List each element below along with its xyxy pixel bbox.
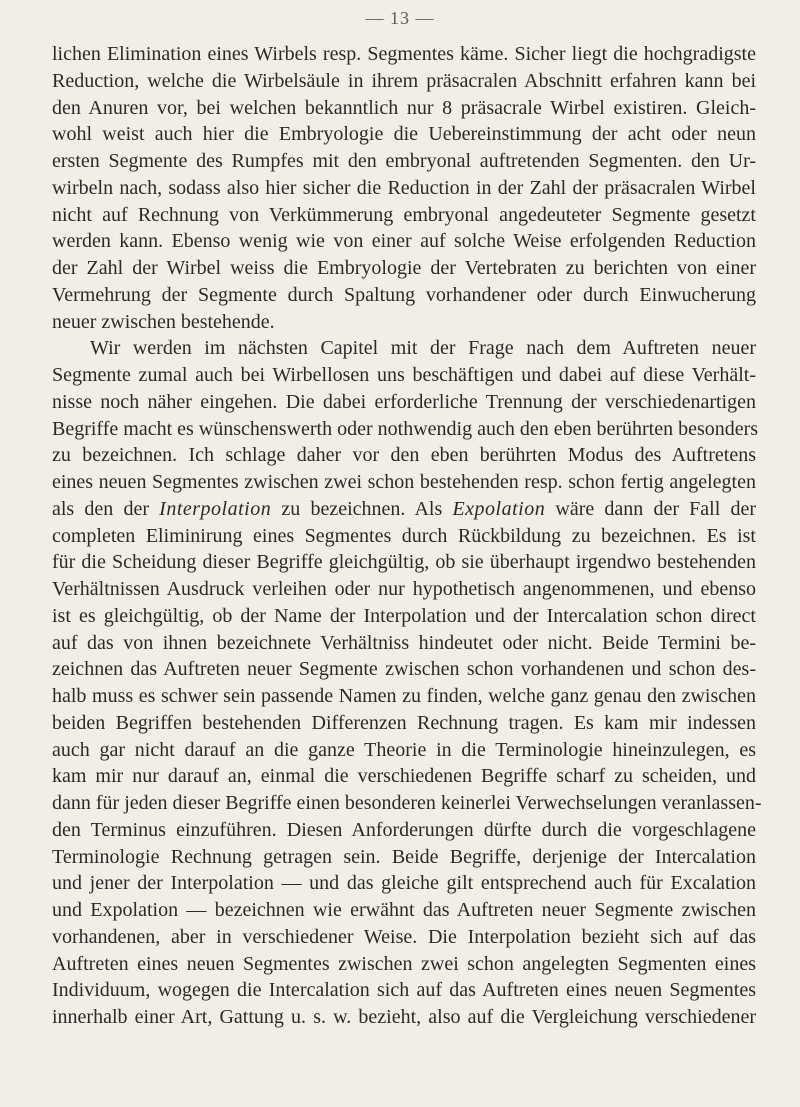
text-line: Vermehrung der Segmente durch Spaltung vorhandener oder durch Einwucherung bbox=[52, 283, 756, 306]
text-line: neuer zwischen bestehende. bbox=[52, 310, 275, 333]
text-line: auf das von ihnen bezeichnete Verhältniss hindeutet oder nicht. Beide Termini be- bbox=[52, 631, 756, 654]
paragraph-2 bbox=[52, 335, 762, 1031]
text-line: Begriffe macht es wünschenswerth oder nothwendig auch den eben berührten besonders bbox=[52, 417, 759, 440]
text-line: zeichnen das Auftreten neuer Segmente zwischen schon vorhandenen und schon des- bbox=[52, 658, 756, 681]
body-text bbox=[52, 41, 762, 1031]
text-line: werden kann. Ebenso wenig wie von einer auf solche Weise erfolgenden Reduction bbox=[52, 230, 756, 253]
text-line: den Terminus einzuführen. Diesen Anforderungen dürfte durch die vorgeschlagene bbox=[52, 818, 756, 841]
text-line: und jener der Interpolation — und das gleiche gilt entsprechend auch für Excalation bbox=[52, 872, 756, 895]
text-line: wirbeln nach, sodass also hier sicher die Reduction in der Zahl der präsacralen Wirbel bbox=[52, 176, 756, 199]
text-line: Segmente zumal auch bei Wirbellosen uns beschäftigen und dabei auf diese Verhält- bbox=[52, 364, 756, 386]
text-line: beiden Begriffen bestehenden Differenzen Rechnung tragen. Es kam mir indessen bbox=[52, 711, 756, 734]
text-line: für die Scheidung dieser Begriffe gleichgültig, ob sie überhaupt irgendwo bestehenden bbox=[52, 551, 756, 574]
text-line: Auftreten eines neuen Segmentes zwischen zwei schon angelegten Segmenten eines bbox=[52, 952, 756, 975]
text-line: zu bezeichnen. Ich schlage daher vor den eben berührten Modus des Auftretens bbox=[52, 444, 756, 467]
text-segment: als den der bbox=[52, 497, 160, 520]
text-line: nisse noch näher eingehen. Die dabei erforderliche Trennung der verschiedenartigen bbox=[52, 390, 756, 413]
text-line: Individuum, wogegen die Intercalation sich auf das Auftreten eines neuen Segmentes bbox=[52, 979, 756, 1002]
text-line: completen Eliminirung eines Segmentes durch Rückbildung zu bezeichnen. Es ist bbox=[52, 524, 756, 547]
text-line: kam mir nur darauf an, einmal die verschiedenen Begriffe scharf zu scheiden, und bbox=[52, 765, 756, 788]
text-segment: wäre dann der Fall der bbox=[545, 497, 757, 520]
text-line: auch gar nicht darauf an die ganze Theorie in die Terminologie hineinzulegen, es bbox=[52, 738, 756, 761]
text-line: vorhandenen, aber in verschiedener Weise. Die Interpolation bezieht sich auf das bbox=[52, 925, 756, 948]
text-line: lichen Elimination eines Wirbels resp. Segmentes käme. Sicher liegt die hochgradigste bbox=[52, 43, 756, 65]
text-line: dann für jeden dieser Begriffe einen besonderen keinerlei Verwechselungen veranlassen- bbox=[52, 792, 762, 814]
text-line: halb muss es schwer sein passende Namen zu finden, welche ganz genau den zwischen bbox=[52, 685, 756, 707]
text-line: innerhalb einer Art, Gattung u. s. w. bezieht, also auf die Vergleichung verschiedener bbox=[52, 1006, 756, 1028]
text-line: Wir werden im nächsten Capitel mit der Frage nach dem Auftreten neuer bbox=[90, 337, 756, 360]
term-interpolation: Interpolation bbox=[159, 497, 272, 520]
text-line: wohl weist auch hier die Embryologie die Uebereinstimmung der acht oder neun bbox=[52, 123, 756, 146]
text-line: nicht auf Rechnung von Verkümmerung embryonal angedeuteter Segmente gesetzt bbox=[52, 203, 756, 226]
text-line: Verhältnissen Ausdruck verleihen oder nur hypothetisch angenommenen, und ebenso bbox=[52, 578, 756, 600]
page-number: — 13 — bbox=[365, 8, 435, 28]
term-expolation: Expolation bbox=[452, 497, 546, 520]
text-line: und Expolation — bezeichnen wie erwähnt das Auftreten neuer Segmente zwischen bbox=[52, 899, 756, 921]
text-line: Reduction, welche die Wirbelsäule in ihrem präsacralen Abschnitt erfahren kann bei bbox=[52, 69, 756, 92]
text-line-with-terms bbox=[52, 496, 756, 523]
text-line: ersten Segmente des Rumpfes mit den embryonal auftretenden Segmenten. den Ur- bbox=[52, 150, 756, 172]
text-segment: zu bezeichnen. Als bbox=[271, 497, 453, 520]
text-line: Terminologie Rechnung getragen sein. Beide Begriffe, derjenige der Intercalation bbox=[52, 845, 756, 868]
text-line: der Zahl der Wirbel weiss die Embryologie der Vertebraten zu berichten von einer bbox=[52, 257, 756, 279]
text-line: eines neuen Segmentes zwischen zwei schon bestehenden resp. schon fertig angelegten bbox=[52, 471, 756, 493]
text-line: ist es gleichgültig, ob der Name der Interpolation und der Intercalation schon direct bbox=[52, 604, 756, 627]
text-line: den Anuren vor, bei welchen bekanntlich nur 8 präsacrale Wirbel existiren. Gleich- bbox=[52, 96, 756, 119]
paragraph-1 bbox=[52, 41, 756, 335]
